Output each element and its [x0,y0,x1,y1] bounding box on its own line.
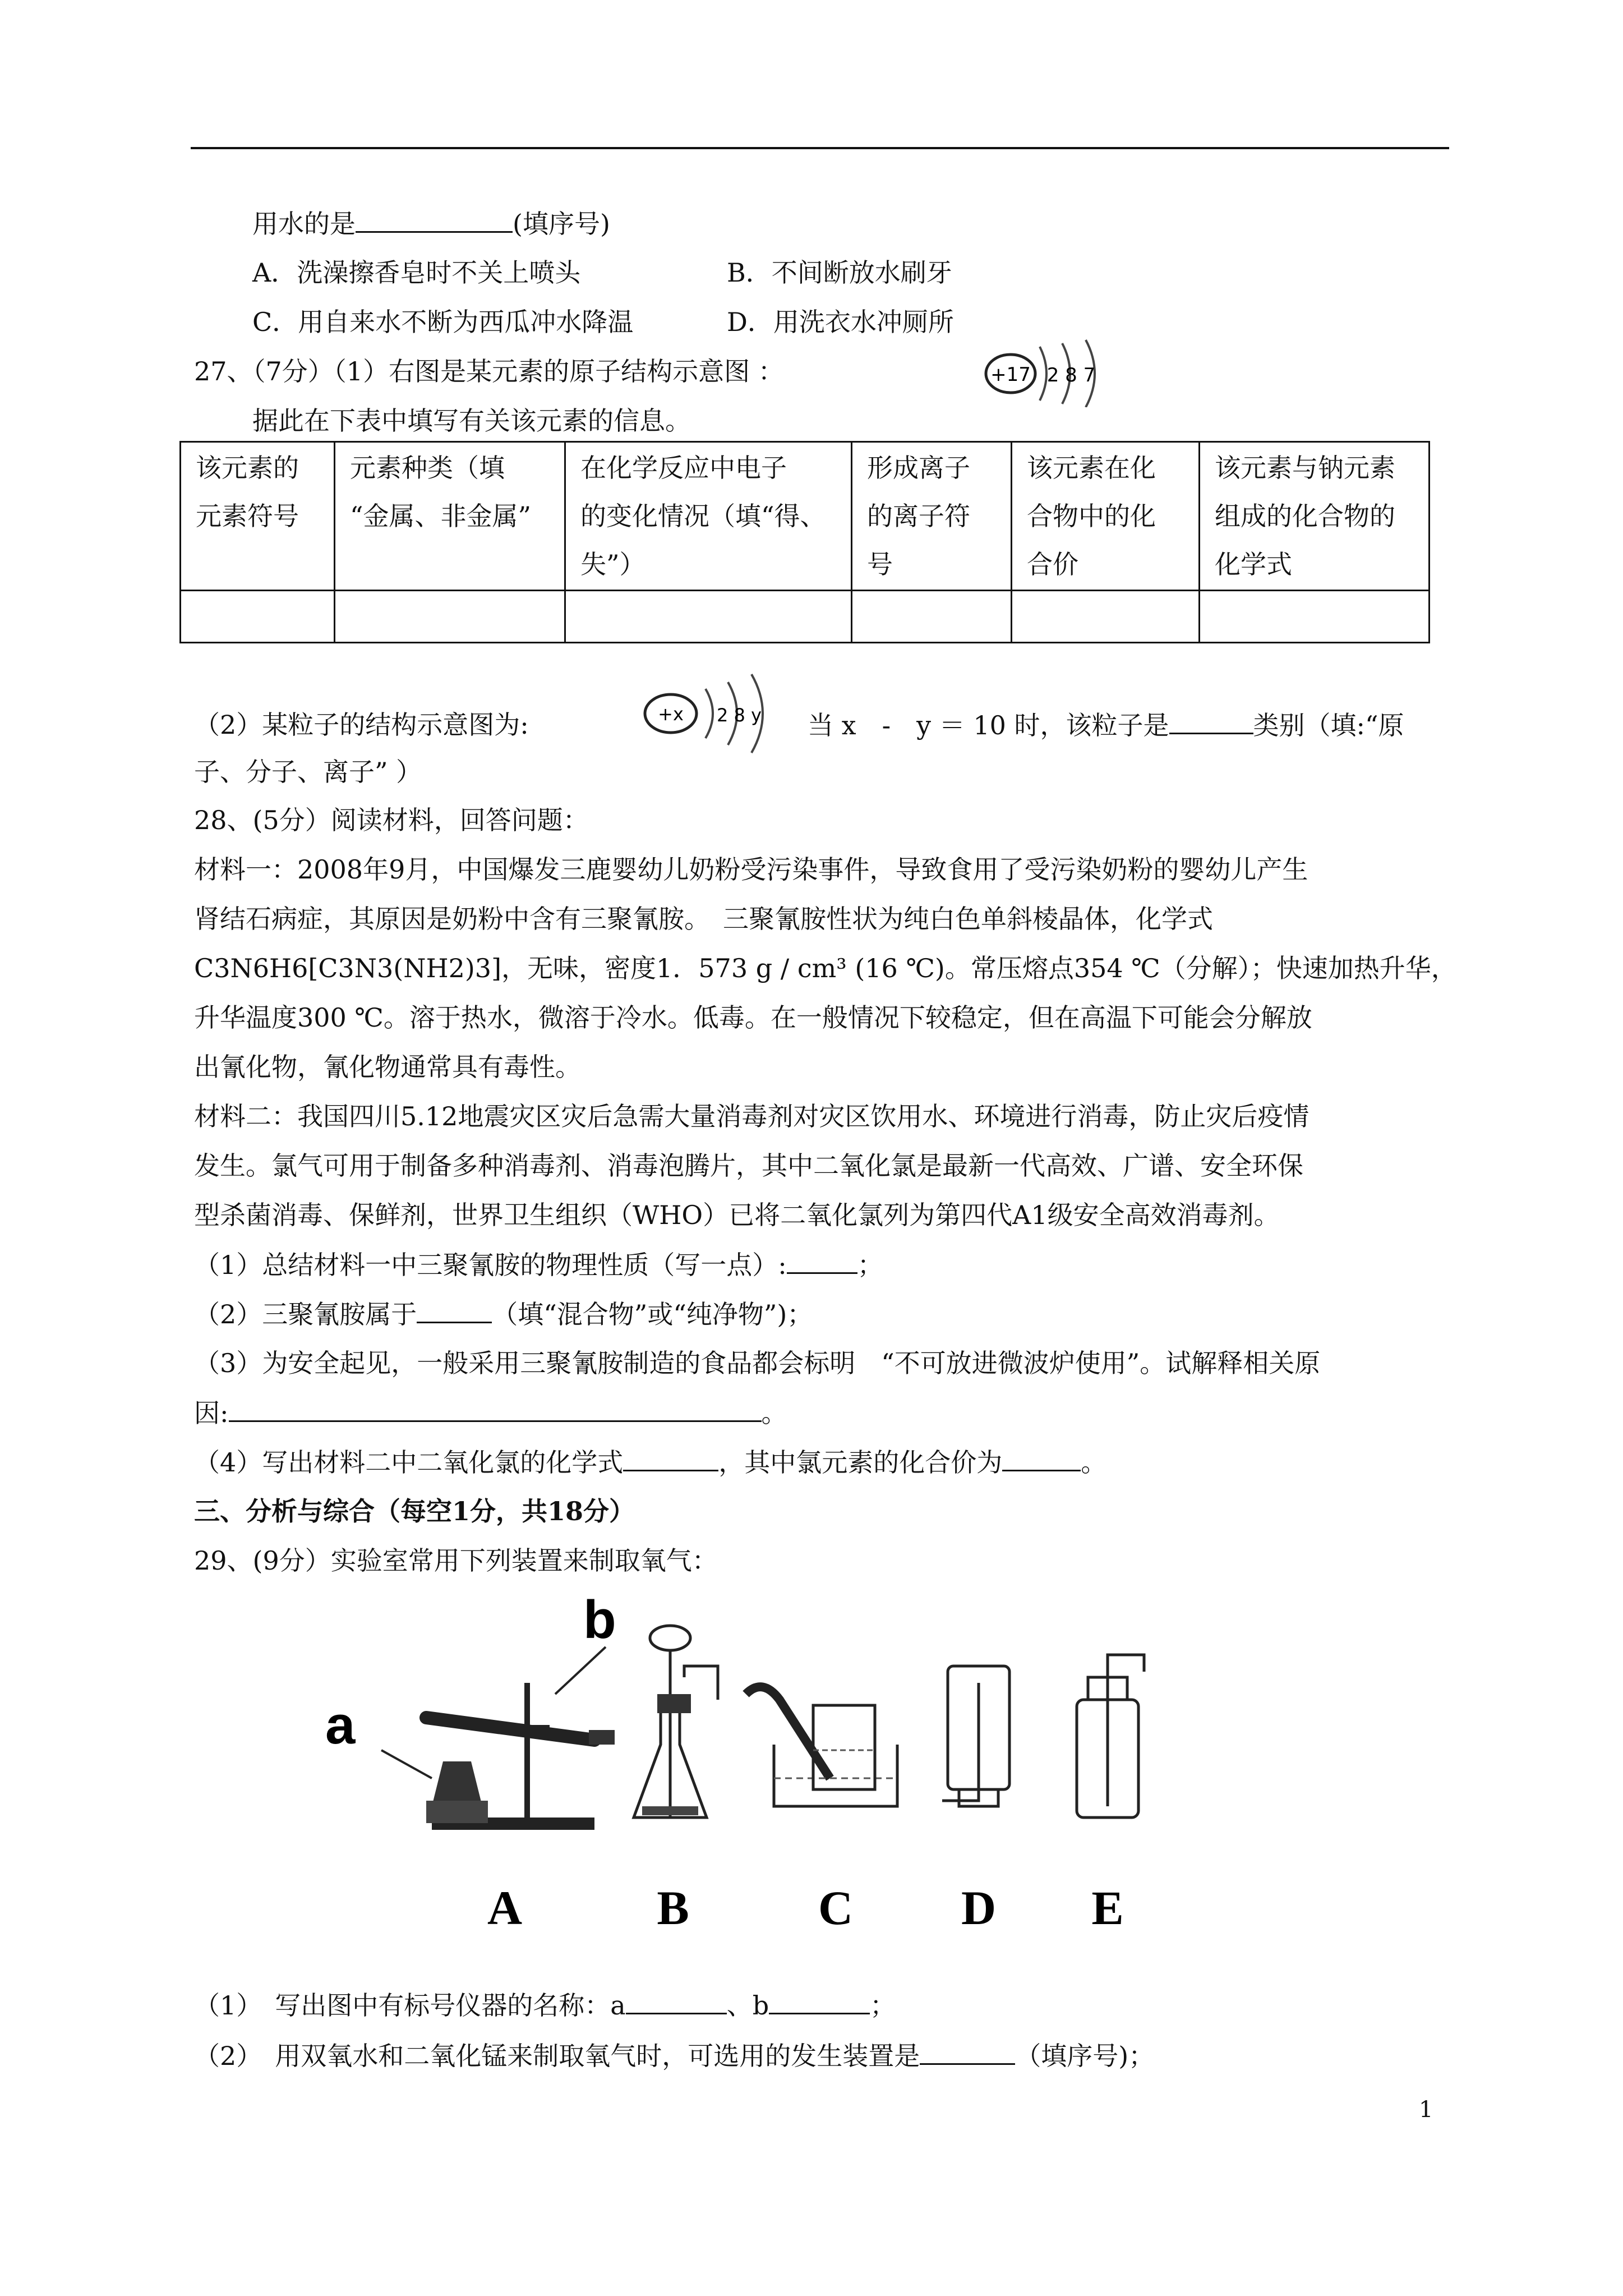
q27-intro: 27、（7分）（1）右图是某元素的原子结构示意图 ： [194,356,784,386]
answer-cell[interactable] [852,591,1012,643]
flask-solid [642,1806,698,1815]
answer-cell[interactable] [1200,591,1430,643]
header-line: 形成离子 [867,453,970,483]
table-header-cell [1012,442,1200,591]
apparatus-label-e: E [1091,1881,1124,1935]
q28-q2 [194,1297,813,1331]
q28-material1-line3: C3N6H6[C3N3(NH2)3]，无味，密度1．573 g / cm³ (16 ℃)。常压熔点354 ℃（分解）；快速加热升华， [194,953,1457,983]
q28-q4-prefix: （4）写出材料二中二氧化氯的化学式 [194,1447,624,1478]
gas-jar [813,1705,875,1789]
q27-part2-mid: 当 x - y ＝ 10 时，该粒子是 [808,710,1169,740]
q29-a-blank[interactable] [626,1988,727,2014]
header-line: 该元素在化 [1027,453,1156,483]
q28-q3-prefix: 因: [194,1398,229,1428]
apparatus-label-d: D [961,1881,997,1935]
header-line: 合物中的化 [1027,501,1156,531]
delivery-tube-c [746,1687,830,1778]
q28-q3-suffix: 。 [761,1398,787,1428]
q26-line1 [252,206,610,241]
atom-structure-diagram [981,334,1127,407]
funnel-top [650,1626,690,1650]
q28-q3-line2 [194,1396,787,1430]
water-trough [774,1745,897,1806]
apparatus-e [1077,1655,1144,1818]
q28-material1-line4: 升华温度300 ℃。溶于热水，微溶于冷水。低毒。在一般情况下较稳定，但在高温下可能会分解放 [194,1002,1312,1033]
q28-q1 [194,1248,883,1282]
element-info-table [179,441,1430,643]
q26-option-d: D．用洗衣水冲厕所 [727,307,954,337]
apparatus-b [634,1626,718,1818]
header-line: 号 [867,549,893,579]
table-header-cell [565,442,852,591]
q28-title: 28、(5分）阅读材料，回答问题： [194,805,589,835]
q27-part2-line2: 子、分子、离子” ） [194,757,422,787]
q29-q2-suffix: （填序号)； [1015,2041,1155,2071]
q29-q1 [194,1988,896,2022]
flask-stopper [657,1694,691,1713]
q27-intro2: 据此在下表中填写有关该元素的信息。 [252,406,691,436]
q28-material1-line2: 肾结石病症，其原因是奶粉中含有三聚氰胺。 三聚氰胺性状为纯白色单斜棱晶体，化学式 [194,904,1213,934]
q26-option-c: C．用自来水不断为西瓜冲水降温 [252,307,634,337]
header-line: 在化学反应中电子 [580,453,787,483]
q28-q1-text: （1）总结材料一中三聚氰胺的物理性质（写一点）: [194,1250,787,1280]
label-b-pointer [555,1647,606,1694]
particle-shell-arc-1 [706,689,713,738]
header-line: 该元素的 [196,453,299,483]
q28-q4-mid: ，其中氯元素的化合价为 [718,1447,1003,1478]
lamp-block [426,1801,488,1823]
answer-cell[interactable] [335,591,565,643]
q29-q1-prefix: （1） 写出图中有标号仪器的名称：a [194,1990,626,2021]
apparatus-label-c: C [818,1881,854,1935]
q28-q2-suffix: （填“混合物”或“纯净物”)； [492,1299,813,1329]
apparatus-d [942,1666,1009,1806]
q26-option-a: A．洗澡擦香皂时不关上喷头 [252,257,581,288]
q28-q2-blank[interactable] [417,1297,492,1323]
header-line: 的离子符 [867,501,970,531]
q29-q2-blank[interactable] [920,2039,1015,2065]
label-a-pointer [381,1750,432,1778]
q28-q1-blank[interactable] [787,1248,857,1274]
header-line: “金属、非金属” [350,501,532,531]
header-line: 元素符号 [196,501,299,531]
q28-q4-valence-blank[interactable] [1002,1445,1081,1471]
label-a: a [325,1695,356,1755]
header-line: 该元素与钠元素 [1215,453,1395,483]
q28-q3-line1: （3）为安全起见，一般采用三聚氰胺制造的食品都会标明 “不可放进微波炉使用”。试解释相关原 [194,1348,1321,1378]
table-header-cell [1200,442,1430,591]
particle-structure-diagram [639,662,785,763]
particle-nucleus-label: +x [658,703,684,725]
header-line: 元素种类（填 [350,453,505,483]
q29-title: 29、(9分）实验室常用下列装置来制取氧气： [194,1545,718,1576]
test-tube [426,1718,594,1740]
q28-material2-line2: 发生。氯气可用于制备多种消毒剂、消毒泡腾片，其中二氧化氯是最新一代高效、广谱、安全环保 [194,1151,1303,1181]
q28-q4 [194,1445,1106,1479]
header-rule [191,147,1449,149]
table-header-cell [335,442,565,591]
q29-b-blank[interactable] [769,1988,870,2014]
tube-stopper [589,1730,615,1745]
apparatus-figure [314,1593,1267,1952]
q29-q2 [194,2039,1154,2073]
q26-answer-blank[interactable] [356,206,513,233]
table-header-cell [181,442,335,591]
q28-material1-line1: 材料一：2008年9月，中国爆发三鹿婴幼儿奶粉受污染事件，导致食用了受污染奶粉的婴幼儿产生 [194,854,1308,885]
section3-title: 三、分析与综合（每空1分，共18分） [194,1496,635,1526]
header-line: 失”） [580,549,645,579]
table-header-cell [852,442,1012,591]
q28-material2-line1: 材料二：我国四川5.12地震灾区灾后急需大量消毒剂对灾区饮用水、环境进行消毒，防止灾后疫情 [194,1101,1310,1131]
atom-shell-arc-1 [1040,347,1046,401]
table-answer-row [181,591,1430,643]
table-header-row [181,442,1430,591]
q27-part2-prefix: （2）某粒子的结构示意图为: [194,710,529,740]
q28-q3-blank[interactable] [229,1396,762,1422]
q26-line1-suffix: (填序号) [513,209,610,239]
header-line: 合价 [1027,549,1078,579]
apparatus-label-b: B [657,1881,689,1935]
q28-material2-line3: 型杀菌消毒、保鲜剂，世界卫生组织（WHO）已将二氧化氯列为第四代A1级安全高效消毒剂。 [194,1200,1280,1230]
q29-q1-suffix: ； [870,1990,896,2021]
q28-q2-prefix: （2）三聚氰胺属于 [194,1299,417,1329]
q28-q1-end: ； [857,1250,883,1280]
label-b: b [583,1593,616,1650]
answer-cell[interactable] [1012,591,1200,643]
header-line: 组成的化合物的 [1215,501,1395,531]
q27-particle-blank[interactable] [1169,708,1253,734]
q28-q4-suffix: 。 [1081,1447,1107,1478]
page-number: 1 [1419,2097,1433,2123]
q28-q4-formula-blank[interactable] [623,1445,718,1471]
answer-cell[interactable] [181,591,335,643]
q26-option-b: B．不间断放水刷牙 [727,257,952,288]
alcohol-lamp [432,1761,482,1806]
q27-part2-line1 [808,708,1404,742]
apparatus-a [426,1683,615,1830]
header-line: 的变化情况（填“得、 [580,501,826,531]
apparatus-c [746,1687,897,1806]
atom-shell-electrons: 2 8 7 [1046,364,1096,386]
q29-q1-mid: 、b [726,1990,769,2021]
q27-part2-suffix: 类别（填:“原 [1253,710,1404,740]
q29-q2-prefix: （2） 用双氧水和二氧化锰来制取氧气时，可选用的发生装置是 [194,2041,920,2071]
apparatus-label-a: A [487,1881,523,1935]
q26-line1-prefix: 用水的是 [252,209,356,239]
atom-nucleus-label: +17 [990,364,1031,386]
answer-cell[interactable] [565,591,852,643]
header-line: 化学式 [1215,549,1292,579]
q28-material1-line5: 出氰化物，氰化物通常具有毒性。 [194,1052,581,1082]
particle-shell-electrons: 2 8 y [717,705,762,726]
